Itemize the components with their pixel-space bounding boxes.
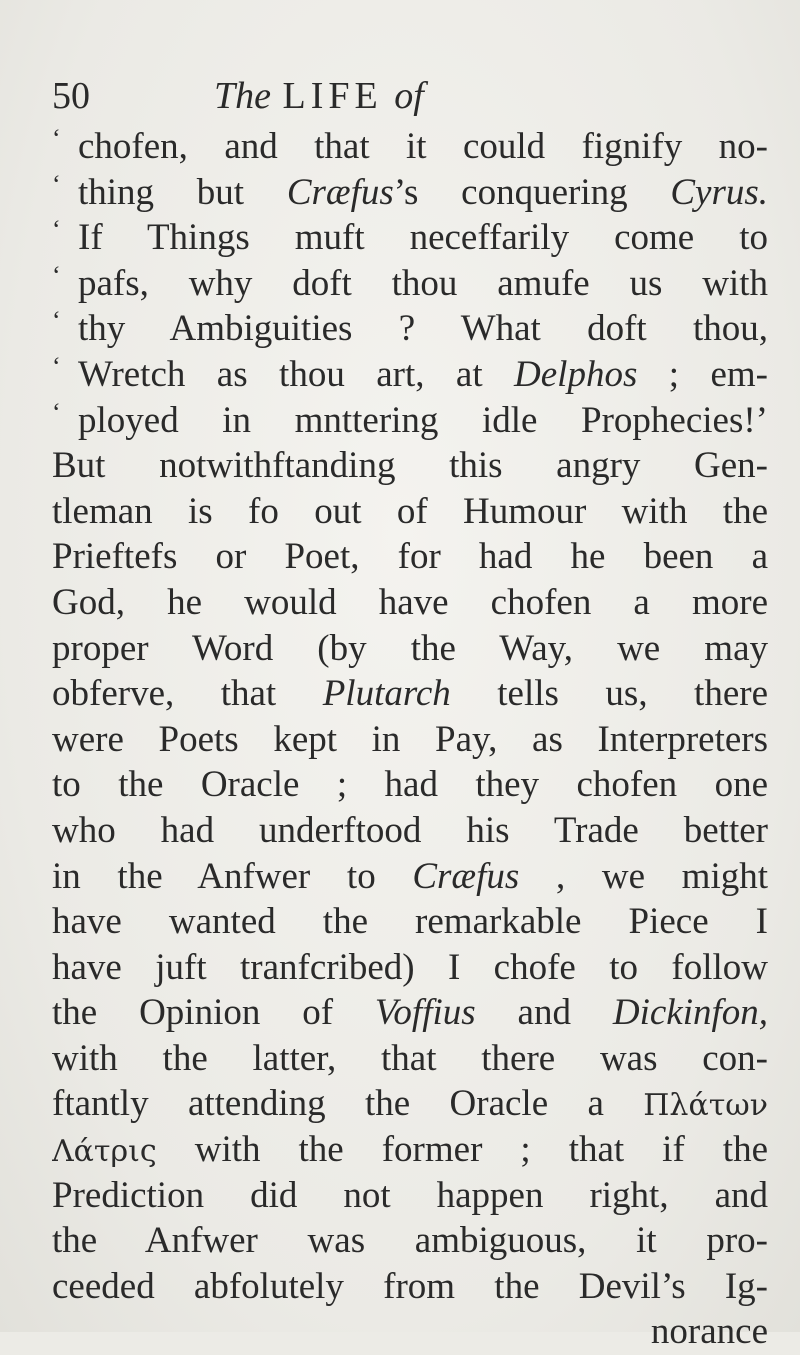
quote-mark: ‘ xyxy=(52,169,61,199)
text-line xyxy=(52,352,768,398)
text-segment: Prieftefs or Poet, for had he been a xyxy=(52,536,768,578)
text-segment: with the latter, that there was con- xyxy=(52,1037,768,1079)
greek-text: Πλάτων xyxy=(643,1088,768,1124)
text-segment: God, he would have chofen a more xyxy=(52,581,768,623)
italic-text: Delphos xyxy=(514,353,638,395)
text-segment: norance xyxy=(650,1311,768,1353)
text-segment: have wanted the remarkable Piece I xyxy=(52,901,768,943)
text-segment: in the Anfwer to xyxy=(52,855,413,897)
running-head-title: LIFE xyxy=(282,75,383,117)
text-segment: the Anfwer was ambiguous, it pro- xyxy=(52,1220,768,1262)
text-line xyxy=(52,1264,768,1310)
text-line xyxy=(52,261,768,307)
text-segment: thing but xyxy=(78,171,287,213)
page-number: 50 xyxy=(52,75,90,117)
text-line xyxy=(52,1309,768,1355)
text-segment: and xyxy=(475,992,613,1034)
text-line xyxy=(52,534,768,580)
italic-text: Dickinfon, xyxy=(612,992,768,1034)
text-segment: Prediction did not happen right, and xyxy=(52,1174,768,1216)
quote-mark: ‘ xyxy=(52,397,61,427)
italic-text: Cræfus xyxy=(286,171,394,213)
text-segment: to the Oracle ; had they chofen one xyxy=(52,764,768,806)
text-segment: with the former ; that if the xyxy=(156,1129,768,1171)
text-line xyxy=(52,808,768,854)
text-segment: pafs, why doft thou amufe us with xyxy=(78,262,768,304)
quote-mark: ‘ xyxy=(52,124,61,153)
text-line xyxy=(52,443,768,489)
text-segment: who had underftood his Trade better xyxy=(52,809,768,851)
greek-text: Λάτρις xyxy=(52,1134,157,1170)
text-line xyxy=(52,899,768,945)
text-segment: , we might xyxy=(519,855,768,897)
text-segment: ployed in mnttering idle Prophecies!’ xyxy=(78,399,768,441)
text-segment: ceeded abfolutely from the Devil’s Ig- xyxy=(52,1265,768,1307)
text-segment: thy Ambiguities ? What doft thou, xyxy=(78,308,768,350)
text-line xyxy=(52,398,768,444)
text-segment: Wretch as thou art, at xyxy=(78,353,515,395)
text-segment: tleman is fo out of Humour with the xyxy=(52,490,768,532)
text-segment: were Poets kept in Pay, as Interpreters xyxy=(52,718,768,760)
text-line xyxy=(52,170,768,216)
text-line xyxy=(52,580,768,626)
quote-mark: ‘ xyxy=(52,306,61,336)
text-segment: ftantly attending the Oracle a xyxy=(52,1083,644,1125)
text-segment: tells us, there xyxy=(450,673,768,715)
italic-text: Plutarch xyxy=(322,673,451,715)
text-line xyxy=(52,306,768,352)
text-line xyxy=(52,854,768,900)
text-line xyxy=(52,671,768,717)
text-segment: If Things muft neceffarily come to xyxy=(78,217,768,259)
text-line xyxy=(52,489,768,535)
quote-mark: ‘ xyxy=(52,351,61,381)
text-line xyxy=(52,1218,768,1264)
text-segment: chofen, and that it could fignify no- xyxy=(78,126,768,167)
italic-text: Cyrus. xyxy=(670,171,768,213)
text-line xyxy=(52,626,768,672)
text-line xyxy=(52,1081,768,1127)
body-text xyxy=(52,124,768,1355)
text-line xyxy=(52,1036,768,1082)
text-line xyxy=(52,990,768,1036)
text-line xyxy=(52,717,768,763)
quote-mark: ‘ xyxy=(52,215,61,245)
text-line xyxy=(52,762,768,808)
italic-text: Voffius xyxy=(374,992,476,1034)
italic-text: Cræfus xyxy=(412,855,520,897)
text-segment: ’s conquering xyxy=(393,171,671,213)
text-segment: have juft tranfcribed) I chofe to follow xyxy=(52,946,768,988)
text-segment: But notwithftanding this angry Gen- xyxy=(52,445,768,487)
text-segment: the Opinion of xyxy=(52,992,375,1034)
text-line xyxy=(52,124,768,170)
running-head-of: of xyxy=(394,75,424,117)
page-header xyxy=(52,68,752,118)
text-line xyxy=(52,945,768,991)
text-line xyxy=(52,215,768,261)
text-segment: ; em- xyxy=(637,353,768,395)
text-segment: obferve, that xyxy=(52,673,323,715)
text-line xyxy=(52,1173,768,1219)
running-head xyxy=(214,74,424,118)
running-head-article: The xyxy=(214,75,271,117)
text-line xyxy=(52,1127,768,1173)
text-segment: proper Word (by the Way, we may xyxy=(52,627,768,669)
quote-mark: ‘ xyxy=(52,260,61,290)
